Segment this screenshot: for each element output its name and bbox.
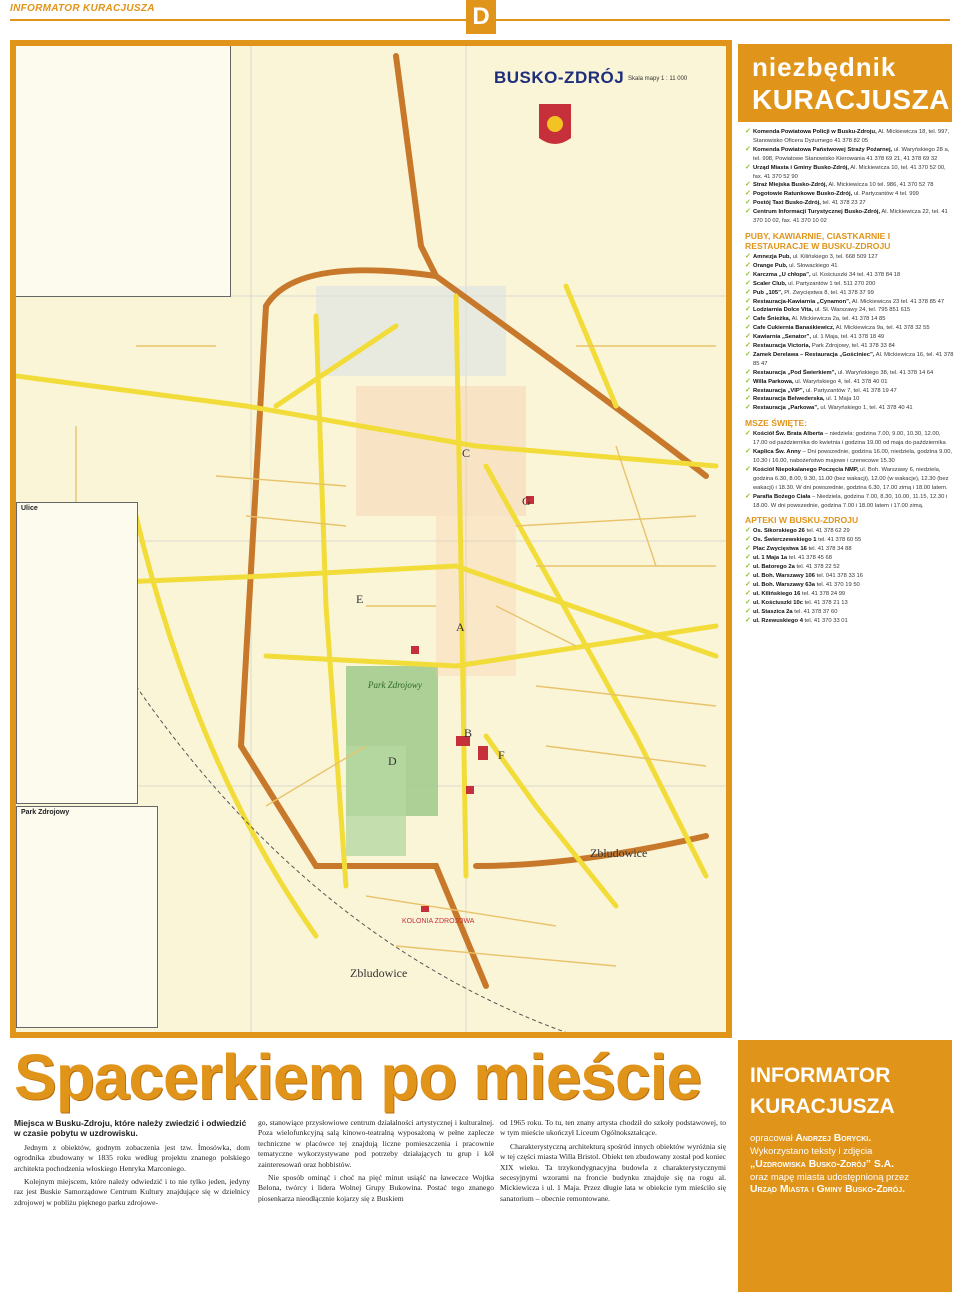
- entry-name: Pogotowie Ratunkowe Busko-Zdrój,: [753, 191, 853, 198]
- directory-entry: [745, 146, 955, 164]
- directory-entry: [745, 342, 955, 351]
- entry-details: Al. Mickiewicza 22, tel. 41 370 10 02, fax. 41 370 10 02: [753, 209, 948, 225]
- entry-details: ul. Partyzantów 7, tel. 41 378 19 47: [804, 387, 897, 394]
- entry-details: ul. 1 Maja 10: [824, 396, 860, 403]
- entry-details: ul. Boh. Warszawy 6, niedziela, godzina 6.30, 8.00, 9.30, 11.00 (bez wakacji), 12.00 (w wakacje), 12.30 (bez wakacji) i 18.30. W dni powszednie, godzina 6.30, 17.00 zimą i 18.00 latem.: [753, 466, 949, 491]
- directory-entry: [745, 208, 955, 226]
- check-icon: ✓: [745, 163, 751, 171]
- entry-name: Os. Świerczewskiego 1: [753, 537, 817, 544]
- entry-name: Kościół Św. Brata Alberta: [753, 431, 824, 438]
- entry-details: ul. Waryńskiego 28 a, tel. 998, Powiatowe Stanowisko Kierowania 41 378 69 21, 41 378 69 32: [753, 146, 950, 162]
- label-park: Park Zdrojowy: [368, 680, 422, 690]
- credits-title-line2: KURACJUSZA: [750, 1095, 895, 1118]
- check-icon: ✓: [745, 580, 751, 588]
- article-column-1: [14, 1118, 250, 1211]
- check-icon: ✓: [745, 598, 751, 606]
- check-icon: ✓: [745, 261, 751, 269]
- article-column-3: [500, 1118, 726, 1207]
- entry-details: Al. Mickiewicza 16, tel. 41 378 85 47: [753, 351, 954, 367]
- entry-name: Zamek Derelawa – Restauracja „Gościniec”,: [753, 351, 875, 358]
- park-inset-map: [16, 806, 158, 1028]
- header-brand: INFORMATOR KURACJUSZA: [10, 3, 155, 14]
- sidebar-title-line2: KURACJUSZA: [752, 84, 950, 115]
- entry-name: Restauracja „Pod Świerkiem”,: [753, 369, 837, 376]
- directory-entry: [745, 572, 955, 581]
- directory-entry: [745, 324, 955, 333]
- directory-entry: [745, 351, 955, 369]
- map-letter-f[interactable]: F: [498, 748, 505, 762]
- check-icon: ✓: [745, 350, 751, 358]
- entry-name: Pub „105”,: [753, 289, 783, 296]
- entry-details: ul. Waryńskiego 1, tel. 41 378 40 41: [818, 405, 913, 412]
- park-inset-title: Park Zdrojowy: [21, 809, 70, 816]
- entry-details: Pl. Zwycięstwa 8, tel. 41 378 37 99: [782, 289, 874, 296]
- entry-details: – Dni powszednie, godzina 16.00, niedziela, godzina 9.00, 10.30 i 16.00, nabożeństwo majowe i czerwcowe 15.30: [753, 449, 953, 464]
- check-icon: ✓: [745, 145, 751, 153]
- check-icon: ✓: [745, 288, 751, 296]
- mass-list: [745, 430, 955, 510]
- map-legend: [16, 46, 231, 297]
- entry-name: Komenda Powiatowa Policji w Busku-Zdroju,: [753, 129, 877, 135]
- entry-name: ul. Kościuszki 10c: [753, 599, 803, 606]
- directory-entry: [745, 128, 955, 146]
- entry-details: ul. Partyzantów 1 tel. 511 270 200: [786, 280, 876, 287]
- directory-entry: [745, 493, 955, 511]
- credits-l2: Wykorzystano teksty i zdjęcia: [750, 1145, 873, 1157]
- entry-name: ul. Kilińskiego 16: [753, 590, 801, 597]
- map-letter-g[interactable]: G: [522, 494, 531, 508]
- check-icon: ✓: [745, 128, 751, 135]
- credits-title-line1: INFORMATOR: [750, 1064, 891, 1087]
- article-column-2: [258, 1118, 494, 1207]
- directory-entry: [745, 369, 955, 378]
- city-map[interactable]: [16, 46, 726, 1032]
- map-letter-a[interactable]: A: [456, 620, 465, 634]
- article-paragraph: go, stanowiące przysłowiowe centrum działalności artystycznej i kulturalnej. Poza wielofunkcyjną salą kinowo-teatralną wyposażoną w pełne zaplecze techniczne w placówce tej znajdują liczne pomieszczenia i pracownie tematyczne wykorzystywane pod potrzeby działających tu grup i kół zainteresowań oraz hobbistów.: [258, 1118, 494, 1169]
- directory-entry: [745, 378, 955, 387]
- credits-box: [738, 1040, 952, 1292]
- article-paragraph: Kolejnym miejscem, które należy odwiedzić i to nie tylko jeden, jedyny raz jest Buskie Samorządowe Centrum Kultury znajdujące się w dzielnicy zdrojowej w pobliżu pięknego parku zdrojowe-: [14, 1177, 250, 1207]
- directory-entry: [745, 563, 955, 572]
- directory-entry: [745, 466, 955, 493]
- mass-section-title: MSZE ŚWIĘTE:: [745, 418, 808, 429]
- check-icon: ✓: [745, 492, 751, 500]
- directory-entry: [745, 262, 955, 271]
- check-icon: ✓: [745, 368, 751, 376]
- check-icon: ✓: [745, 527, 751, 535]
- entry-name: Straż Miejska Busko-Zdrój,: [753, 182, 828, 189]
- street-index-title: Ulice: [21, 505, 38, 512]
- entry-name: Restauracja Victoria,: [753, 343, 811, 350]
- entry-details: tel. 41 378 21 13: [802, 599, 848, 606]
- entry-name: ul. 1 Maja 1a: [753, 555, 788, 562]
- check-icon: ✓: [745, 181, 751, 189]
- check-icon: ✓: [745, 589, 751, 597]
- label-zbludowice-south: Zbludowice: [350, 966, 408, 980]
- directory-entry: [745, 448, 955, 466]
- entry-name: Restauracja Belwederska,: [753, 396, 825, 403]
- pharmacy-list: [745, 527, 955, 625]
- entry-name: Postój Taxi Busko-Zdrój,: [753, 200, 821, 207]
- check-icon: ✓: [745, 252, 751, 260]
- entry-details: ul. Kilińskiego 3, tel. 668 509 127: [791, 253, 878, 260]
- entry-name: Kawiarnia „Senator”,: [753, 334, 811, 341]
- map-letter-e[interactable]: E: [356, 592, 364, 606]
- article-paragraph: Charakterystyczną architekturą spośród innych obiektów wyróżnia się w tej części miasta Willa Bristol. Obiekt ten zbudowany został pod koniec XIX wieku. Ta trzykondygnacyjna budowla z charakterystycznymi secesyjnymi wzorami na froncie budynku znajduje się na rogu al. Mickiewicza i ul. 1 Maja. Przez długie lata w obiekcie tym mieściło się sanatorium – obecnie remontowane.: [500, 1141, 726, 1203]
- directory-entry: [745, 527, 955, 536]
- check-icon: ✓: [745, 270, 751, 278]
- entry-details: ul. Waryńskiego 38, tel. 41 378 14 64: [836, 369, 934, 376]
- entry-details: tel. 41 370 33 01: [802, 617, 848, 624]
- entry-details: Al. Mickiewicza 23 tel. 41 378 85 47: [850, 298, 945, 305]
- entry-details: ul. Kościuszki 34 tel. 41 378 84 18: [810, 271, 901, 278]
- credits-l3: oraz mapę miasta udostępnioną przez: [750, 1170, 909, 1182]
- check-icon: ✓: [745, 465, 751, 473]
- street-index: [16, 502, 138, 804]
- directory-entry: [745, 599, 955, 608]
- entry-name: Urząd Miasta i Gminy Busko-Zdrój,: [753, 164, 849, 171]
- entry-details: Al. Mickiewicza 10, tel. 41 370 52 00, fax. 41 370 52 90: [753, 164, 946, 180]
- map-letter-c[interactable]: C: [462, 446, 471, 460]
- directory-entry: [745, 554, 955, 563]
- directory-entry: [745, 608, 955, 617]
- check-icon: ✓: [745, 448, 751, 456]
- directory-entry: [745, 545, 955, 554]
- entry-name: Scaler Club,: [753, 280, 787, 287]
- check-icon: ✓: [745, 545, 751, 553]
- directory-entry: [745, 581, 955, 590]
- check-icon: ✓: [745, 404, 751, 412]
- pubs-list: [745, 253, 955, 413]
- entry-details: tel. 041 378 33 16: [814, 572, 863, 579]
- entry-details: Al. Mickiewicza 2a, tel. 41 378 14 85: [790, 316, 886, 323]
- directory-entry: [745, 387, 955, 396]
- entry-name: Cafe Cukiernia Banaśkiewicz,: [753, 325, 835, 332]
- entry-name: Plac Zwycięstwa 16: [753, 546, 807, 553]
- check-icon: ✓: [745, 607, 751, 615]
- directory-entry: [745, 289, 955, 298]
- check-icon: ✓: [745, 563, 751, 571]
- map-letter-b[interactable]: B: [464, 726, 473, 740]
- article-paragraph: od 1965 roku. To tu, ten znany artysta chodził do szkoły podstawowej, to w tym mieście ukończył Liceum Ogólnokształcące.: [500, 1118, 726, 1138]
- directory-entry: [745, 590, 955, 599]
- sidebar-title-line1: niezbędnik: [752, 52, 897, 82]
- entry-details: – niedziela: godzina 7.00, 9.00, 10.30, 12.00, 17.00 od października do kwietnia i godzina 19.00 od maja do października: [753, 431, 946, 447]
- entry-details: tel. 41 378 62 29: [804, 528, 850, 535]
- check-icon: ✓: [745, 208, 751, 216]
- entry-name: Parafia Bożego Ciała: [753, 493, 811, 500]
- check-icon: ✓: [745, 315, 751, 323]
- entry-details: Al. Mickiewicza 18, tel. 997, Stanowisko Oficera Dyżurnego 41 378 82 05: [753, 129, 950, 144]
- entry-name: Restauracja „VIP”,: [753, 387, 805, 394]
- entry-name: Komenda Powiatowa Państwowej Straży Pożarnej,: [753, 146, 893, 153]
- entry-name: Os. Sikorskiego 26: [753, 528, 805, 535]
- entry-details: ul. Słowackiego 41: [787, 262, 838, 269]
- pharmacy-section-title: APTEKI W BUSKU-ZDROJU: [745, 515, 859, 526]
- entry-details: tel. 41 378 22 52: [794, 564, 840, 571]
- entry-name: Cafe Śnieżka,: [753, 316, 791, 323]
- entry-name: ul. Boh. Warszawy 106: [753, 572, 815, 579]
- label-kolonia: KOLONIA ZDROJOWA: [402, 918, 475, 925]
- check-icon: ✓: [745, 199, 751, 207]
- entry-details: tel. 41 378 60 55: [816, 537, 862, 544]
- directory-entry: [745, 306, 955, 315]
- credits-text: [750, 1132, 946, 1196]
- article-paragraph: Jednym z obiektów, godnym zobaczenia jest tzw. Ímosówka, dom ogrodnika zbudowany w 1835 roku według projektu znanego polskiego architekta pochodzenia włoskiego Henryka Marconiego.: [14, 1142, 250, 1173]
- entry-details: tel. 41 378 24 99: [800, 590, 846, 597]
- map-title: BUSKO-ZDRÓJ: [494, 68, 625, 87]
- check-icon: ✓: [745, 571, 751, 579]
- entry-name: Centrum Informacji Turystycznej Busko-Zdrój,: [753, 209, 881, 216]
- entry-details: ul. Sł. Warszawy 24, tel. 795 851 615: [813, 307, 911, 314]
- entry-name: Orange Pub,: [753, 262, 788, 269]
- article-paragraph: Nie sposób ominąć i choć na pięć minut usiąść na ławeczce Wojtka Belona, twórcy i lidera Wolnej Grupy Bukowina. Postać tego znanego piosenkarza nieodłącznie kojarzy się z Buskiem: [258, 1173, 494, 1203]
- check-icon: ✓: [745, 333, 751, 341]
- directory-entry: [745, 404, 955, 413]
- label-zbludowice-east: Zbludowice: [590, 846, 648, 860]
- entry-name: Willa Parkowa,: [753, 378, 794, 385]
- sidebar-title-block: [738, 44, 952, 122]
- entry-details: ul. 1 Maja, tel. 41 378 18 49: [811, 334, 885, 341]
- check-icon: ✓: [745, 324, 751, 332]
- entry-name: Restauracja „Parkowa”,: [753, 405, 819, 412]
- entry-details: Park Zdrojowy, tel. 41 378 33 84: [810, 343, 895, 350]
- entry-details: Al. Mickiewicza 10 tel. 986, 41 370 52 78: [827, 182, 934, 189]
- entry-name: Kaplica Św. Anny: [753, 449, 801, 456]
- entry-name: ul. Staszica 2a: [753, 608, 793, 615]
- services-list: [745, 128, 955, 226]
- directory-entry: [745, 395, 955, 404]
- check-icon: ✓: [745, 386, 751, 394]
- directory-entry: [745, 199, 955, 208]
- entry-details: Al. Mickiewicza 9a, tel. 41 378 32 55: [834, 325, 930, 332]
- entry-details: tel. 41 378 23 27: [820, 200, 866, 207]
- entry-name: Lodziarnia Dolce Vita,: [753, 307, 814, 314]
- check-icon: ✓: [745, 297, 751, 305]
- page-header: [0, 0, 960, 30]
- map-frame: [10, 40, 732, 1038]
- check-icon: ✓: [745, 536, 751, 544]
- check-icon: ✓: [745, 616, 751, 624]
- directory-entry: [745, 280, 955, 289]
- check-icon: ✓: [745, 395, 751, 403]
- directory-entry: [745, 430, 955, 448]
- directory-entry: [745, 315, 955, 324]
- entry-details: ul. Partyzantów 4 tel. 999: [852, 191, 919, 198]
- section-letter-badge: D: [466, 0, 496, 34]
- credits-l1: opracował: [750, 1132, 793, 1143]
- entry-details: tel. 41 378 45 68: [787, 555, 832, 562]
- entry-details: tel. 41 370 19 50: [814, 581, 860, 588]
- directory-entry: [745, 536, 955, 545]
- entry-name: Amnezja Pub,: [753, 253, 792, 260]
- entry-name: Karczma „U chłopa”,: [753, 271, 811, 278]
- credits-author: Andrzej Borycki.: [795, 1133, 872, 1144]
- entry-details: ul. Waryńskiego 4, tel. 41 378 40 01: [793, 378, 888, 385]
- check-icon: ✓: [745, 430, 751, 438]
- check-icon: ✓: [745, 554, 751, 562]
- credits-office: Urząd Miasta i Gminy Busko-Zdrój.: [750, 1184, 906, 1196]
- directory-entry: [745, 190, 955, 199]
- check-icon: ✓: [745, 306, 751, 314]
- entry-details: tel. 41 378 37 60: [792, 608, 838, 615]
- entry-name: ul. Batorego 2a: [753, 564, 795, 571]
- map-letter-d[interactable]: D: [388, 754, 397, 768]
- directory-entry: [745, 333, 955, 342]
- directory-entry: [745, 617, 955, 626]
- article-title: Spacerkiem po mieście: [14, 1041, 701, 1113]
- entry-details: – Niedziela, godzina 7.00, 8.30, 10.00, 11.15, 12.30 i 18.00. W dni powszednie, godzina 7.00 i 18.00 latem i 17.00 zimą.: [753, 493, 948, 509]
- credits-company: „Uzdrowiska Busko-Zdrój” S.A.: [750, 1158, 895, 1170]
- directory-entry: [745, 164, 955, 182]
- entry-name: ul. Boh. Warszawy 63a: [753, 581, 815, 588]
- entry-name: Kościół Niepokalanego Poczęcia NMP,: [753, 466, 859, 473]
- sidebar-directory: [745, 128, 955, 1028]
- check-icon: ✓: [745, 190, 751, 198]
- check-icon: ✓: [745, 377, 751, 385]
- map-scale: Skala mapy 1 : 11 000: [628, 76, 688, 82]
- directory-entry: [745, 298, 955, 307]
- pubs-section-title: PUBY, KAWIARNIE, CIASTKARNIE I RESTAURACJE W BUSKU-ZDROJU: [745, 230, 891, 251]
- directory-entry: [745, 253, 955, 262]
- entry-details: tel. 41 378 34 88: [806, 546, 852, 553]
- entry-name: Restauracja-Kawiarnia „Cynamon”,: [753, 298, 851, 305]
- entry-name: ul. Rzewuskiego 4: [753, 617, 803, 624]
- article-lead: Miejsca w Busku-Zdroju, które należy zwiedzić i odwiedzić w czasie pobytu w uzdrowisku.: [14, 1118, 247, 1139]
- check-icon: ✓: [745, 279, 751, 287]
- directory-entry: [745, 181, 955, 190]
- directory-entry: [745, 271, 955, 280]
- check-icon: ✓: [745, 342, 751, 350]
